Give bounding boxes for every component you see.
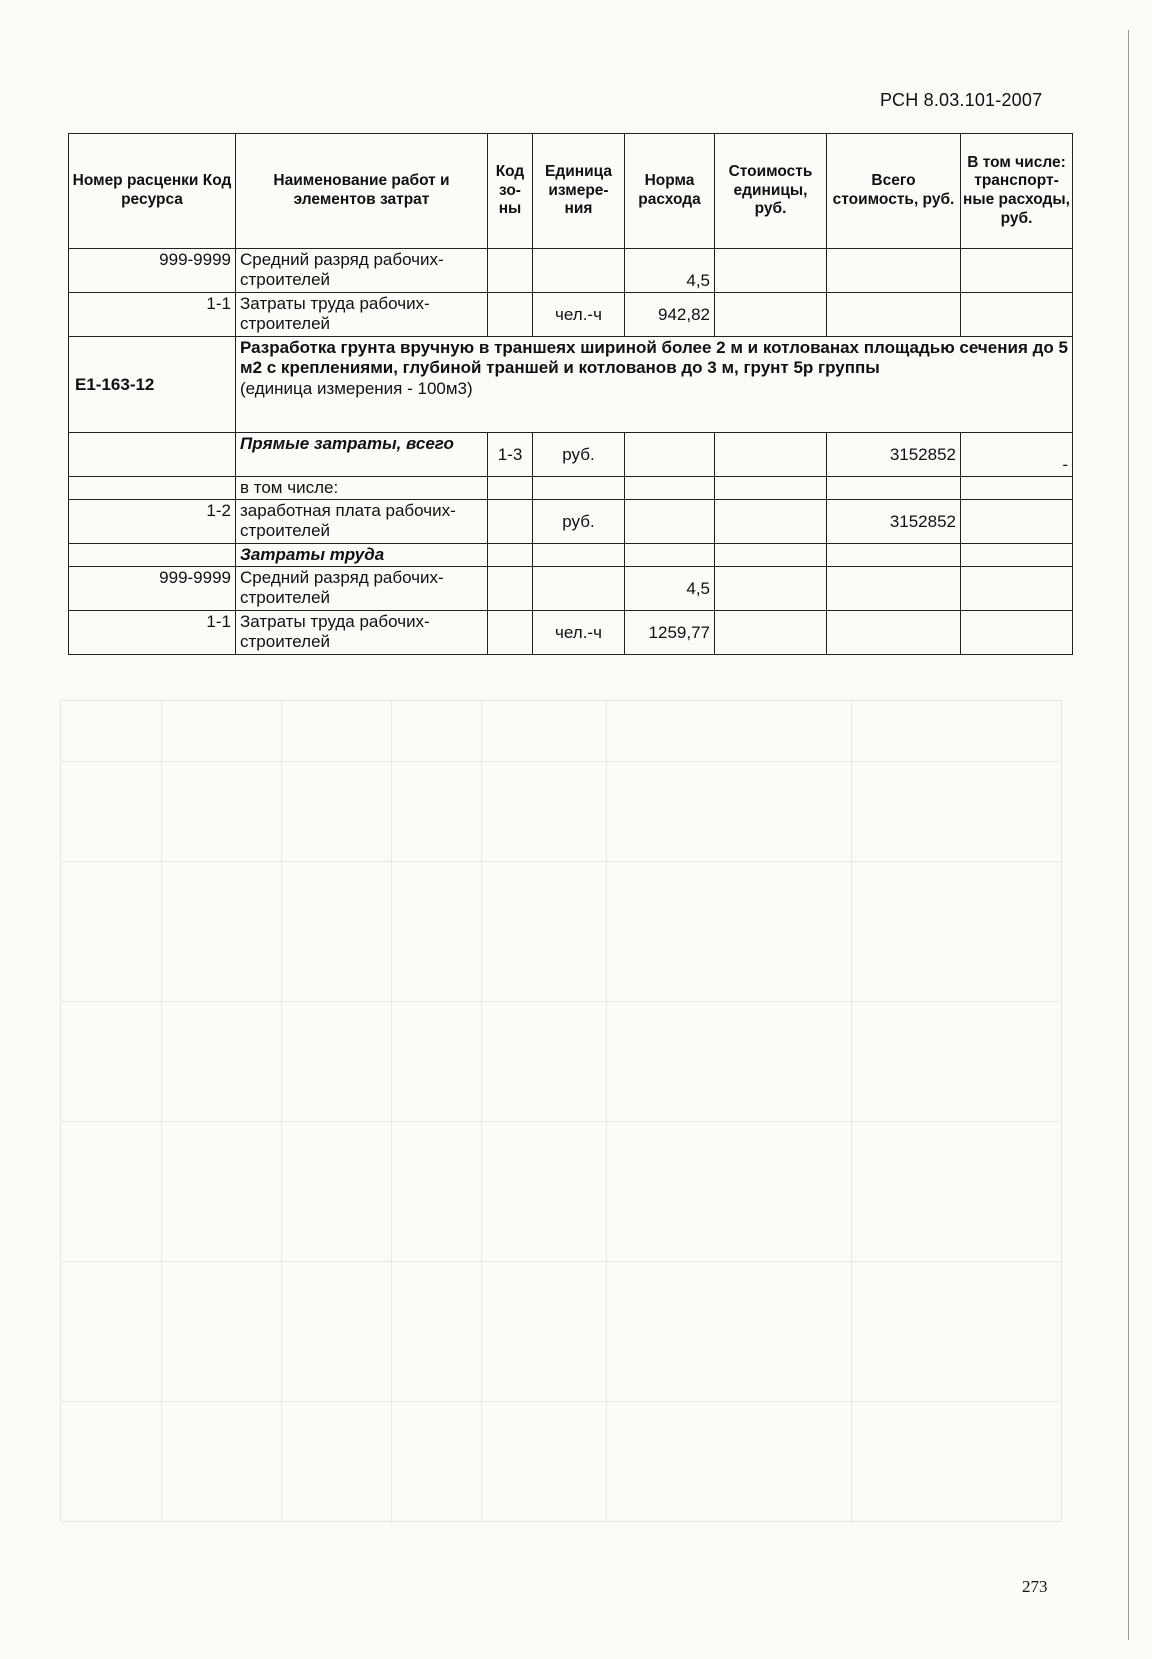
- page-edge: [1128, 30, 1129, 1640]
- empty-cell: [625, 477, 715, 500]
- row-zone: [488, 567, 533, 611]
- table-header-row: [69, 134, 1073, 249]
- row-transport: [961, 567, 1073, 611]
- empty-cell: [69, 433, 236, 477]
- labor-heading-row: [69, 544, 1073, 567]
- ghost-line: [281, 701, 282, 1521]
- row-transport: [961, 611, 1073, 655]
- header-norm: Норма расхода: [625, 134, 715, 249]
- direct-costs-total: 3152852: [827, 433, 961, 477]
- rates-table: [68, 133, 1073, 655]
- row-zone: [488, 293, 533, 337]
- row-name: Средний разряд рабочих-строителей: [236, 249, 488, 293]
- empty-cell: [961, 544, 1073, 567]
- document-code: РСН 8.03.101-2007: [880, 90, 1043, 110]
- empty-cell: [488, 477, 533, 500]
- row-zone: [488, 611, 533, 655]
- row-norm: 942,82: [625, 293, 715, 337]
- header-transport: В том числе: транспорт-ные расходы, руб.: [961, 134, 1073, 249]
- ghost-line: [606, 701, 607, 1521]
- empty-cell: [715, 433, 827, 477]
- empty-cell: [715, 544, 827, 567]
- empty-cell: [961, 477, 1073, 500]
- empty-cell: [533, 544, 625, 567]
- empty-cell: [961, 500, 1073, 544]
- wages-unit: руб.: [533, 500, 625, 544]
- section-title-cell: [236, 337, 1073, 433]
- section-title: Разработка грунта вручную в траншеях шириной более 2 м и котлованах площадью сечения до 5 м2 с креплениями, глубиной траншей и котлованов до 3 м, грунт 5р группы: [240, 338, 1068, 378]
- empty-cell: [625, 433, 715, 477]
- row-unit-cost: [715, 249, 827, 293]
- including-row: [69, 477, 1073, 500]
- including-label: в том числе:: [236, 477, 488, 500]
- header-unit-cost: Стоимость единицы, руб.: [715, 134, 827, 249]
- row-norm: 1259,77: [625, 611, 715, 655]
- row-unit: чел.-ч: [533, 293, 625, 337]
- empty-cell: [625, 500, 715, 544]
- ghost-line: [161, 701, 162, 1521]
- empty-cell: [715, 500, 827, 544]
- direct-costs-zone: 1-3: [488, 433, 533, 477]
- header-zone: Код зо-ны: [488, 134, 533, 249]
- page-number: 273: [1022, 1577, 1048, 1596]
- row-total: [827, 249, 961, 293]
- row-code: 1-1: [69, 293, 236, 337]
- table-row: [69, 293, 1073, 337]
- row-name: Затраты труда рабочих-строителей: [236, 293, 488, 337]
- ghost-line: [61, 1001, 1061, 1002]
- row-code: 999-9999: [69, 249, 236, 293]
- row-total: [827, 293, 961, 337]
- row-transport: [961, 249, 1073, 293]
- row-total: [827, 567, 961, 611]
- empty-cell: [69, 477, 236, 500]
- row-code: 999-9999: [69, 567, 236, 611]
- row-unit: чел.-ч: [533, 611, 625, 655]
- table-row: [69, 249, 1073, 293]
- ghost-line: [61, 1401, 1061, 1402]
- row-zone: [488, 249, 533, 293]
- row-unit-cost: [715, 293, 827, 337]
- row-name: Затраты труда рабочих-строителей: [236, 611, 488, 655]
- row-unit-cost: [715, 611, 827, 655]
- direct-costs-label: Прямые затраты, всего: [236, 433, 488, 477]
- ghost-line: [481, 701, 482, 1521]
- ghost-line: [61, 1261, 1061, 1262]
- show-through-grid: [60, 700, 1062, 1522]
- row-unit-cost: [715, 567, 827, 611]
- wages-row: [69, 500, 1073, 544]
- ghost-line: [391, 701, 392, 1521]
- row-code: 1-1: [69, 611, 236, 655]
- empty-cell: [827, 477, 961, 500]
- row-name: Средний разряд рабочих-строителей: [236, 567, 488, 611]
- row-unit: [533, 249, 625, 293]
- table-row: [69, 567, 1073, 611]
- header-code: Номер расценки Код ресурса: [69, 134, 236, 249]
- labor-heading: Затраты труда: [236, 544, 488, 567]
- header-unit: Единица измере-ния: [533, 134, 625, 249]
- empty-cell: [715, 477, 827, 500]
- direct-costs-transport: -: [961, 433, 1073, 477]
- empty-cell: [488, 544, 533, 567]
- row-norm: 4,5: [625, 249, 715, 293]
- direct-costs-row: [69, 433, 1073, 477]
- direct-costs-unit: руб.: [533, 433, 625, 477]
- section-unit-note: (единица измерения - 100м3): [240, 378, 473, 398]
- empty-cell: [827, 544, 961, 567]
- row-transport: [961, 293, 1073, 337]
- row-norm: 4,5: [625, 567, 715, 611]
- row-unit: [533, 567, 625, 611]
- ghost-line: [61, 761, 1061, 762]
- empty-cell: [488, 500, 533, 544]
- table-row: [69, 611, 1073, 655]
- ghost-line: [61, 1121, 1061, 1122]
- ghost-line: [851, 701, 852, 1521]
- wages-label: заработная плата рабочих-строителей: [236, 500, 488, 544]
- header-name: Наименование работ и элементов затрат: [236, 134, 488, 249]
- header-total-cost: Всего стоимость, руб.: [827, 134, 961, 249]
- ghost-line: [61, 861, 1061, 862]
- empty-cell: [625, 544, 715, 567]
- empty-cell: [69, 544, 236, 567]
- section-code: Е1-163-12: [69, 337, 236, 433]
- wages-code: 1-2: [69, 500, 236, 544]
- empty-cell: [533, 477, 625, 500]
- section-row: [69, 337, 1073, 433]
- wages-total: 3152852: [827, 500, 961, 544]
- row-total: [827, 611, 961, 655]
